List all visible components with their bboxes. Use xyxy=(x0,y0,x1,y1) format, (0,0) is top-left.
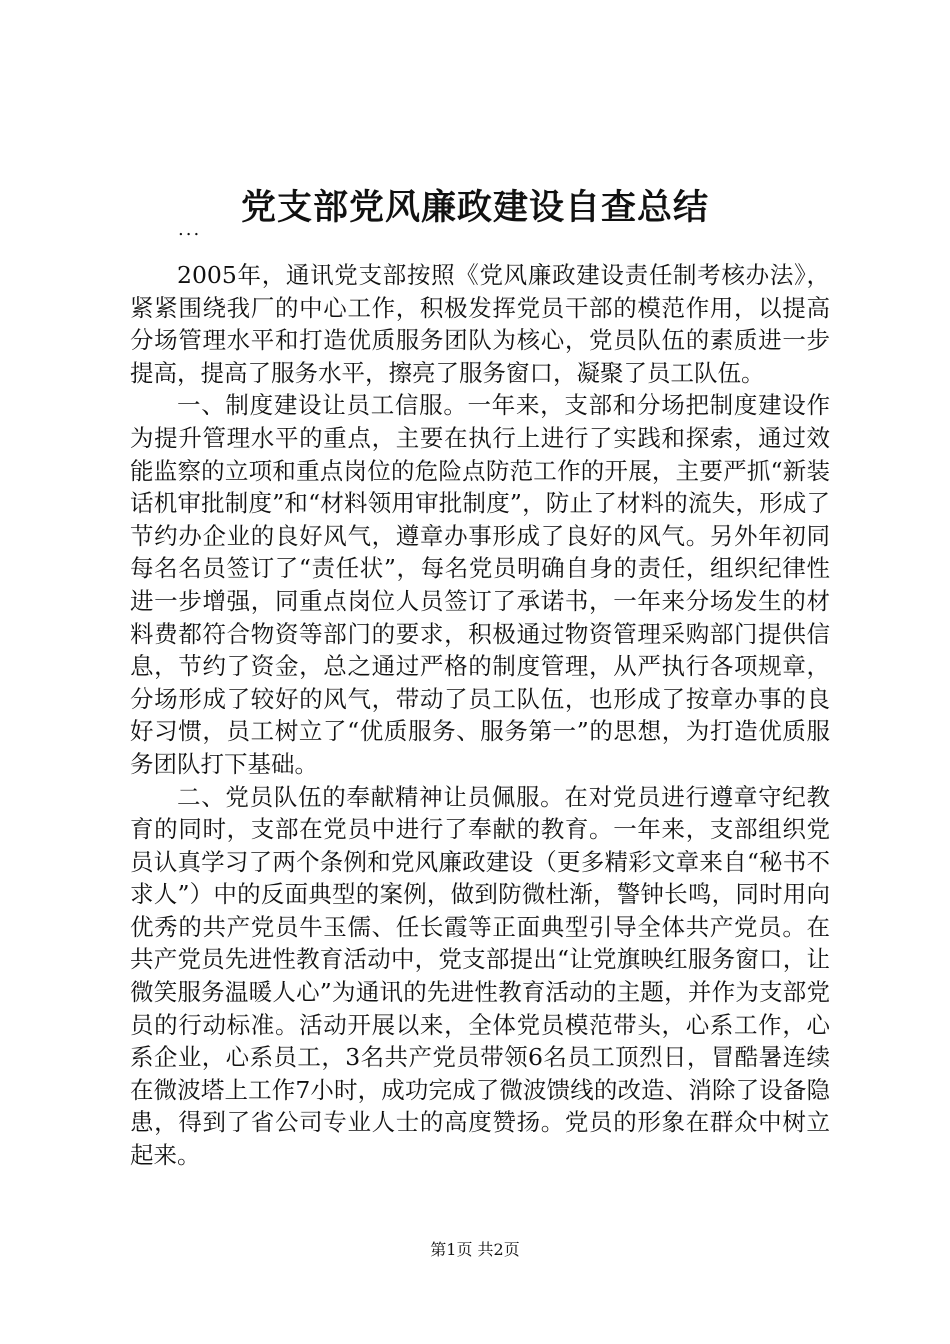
page-footer: 第1页 共2页 xyxy=(430,1240,520,1259)
paragraph-section-2: 二、党员队伍的奉献精神让员佩服。在对党员进行遵章守纪教育的同时，支部在党员中进行了奉献的教育。一年来，支部组织党员认真学习了两个条例和党风廉政建设（更多精彩文章来自“秘书不求人”）中的反面典型的案例，做到防微杜渐，警钟长鸣，同时用向优秀的共产党员牛玉儒、任长霞等正面典型引导全体共产党员。在共产党员先进性教育活动中，党支部提出“让党旗映红服务窗口，让微笑服务温暖人心”为通讯的先进性教育活动的主题，并作为支部党员的行动标准。活动开展以来，全体党员模范带头，心系工作，心系企业，心系员工，3名共产党员带领6名员工顶烈日，冒酷暑连续在微波塔上工作7小时，成功完成了微波馈线的改造、消除了设备隐患，得到了省公司专业人士的高度赞扬。党员的形象在群众中树立起来。 xyxy=(130,782,830,1170)
paragraph-intro: 2005年，通讯党支部按照《党风廉政建设责任制考核办法》，紧紧围绕我厂的中心工作，积极发挥党员干部的模范作用，以提高分场管理水平和打造优质服务团队为核心，党员队伍的素质进一步提高，提高了服务水平，擦亮了服务窗口，凝聚了员工队伍。 xyxy=(130,261,830,387)
paragraph-section-1: 一、制度建设让员工信服。一年来，支部和分场把制度建设作为提升管理水平的重点，主要在执行上进行了实践和探索，通过效能监察的立项和重点岗位的危险点防范工作的开展，主要严抓“新装话机审批制度”和“材料领用审批制度”，防止了材料的流失，形成了节约办企业的良好风气，遵章办事形成了良好的风气。另外年初同每名名员签订了“责任状”，每名党员明确自身的责任，组织纪律性进一步增强，同重点岗位人员签订了承诺书，一年来分场发生的材料费都符合物资等部门的要求，积极通过物资管理采购部门提供信息，节约了资金，总之通过严格的制度管理，从严执行各项规章，分场形成了较好的风气，带动了员工队伍，也形成了按章办事的良好习惯，员工树立了“优质服务、服务第一”的思想，为打造优质服务团队打下基础。 xyxy=(130,391,830,778)
ellipsis-marker: ... xyxy=(178,219,202,240)
document-body xyxy=(130,259,830,1172)
document-title: 党支部党风廉政建设自查总结 xyxy=(240,187,709,228)
